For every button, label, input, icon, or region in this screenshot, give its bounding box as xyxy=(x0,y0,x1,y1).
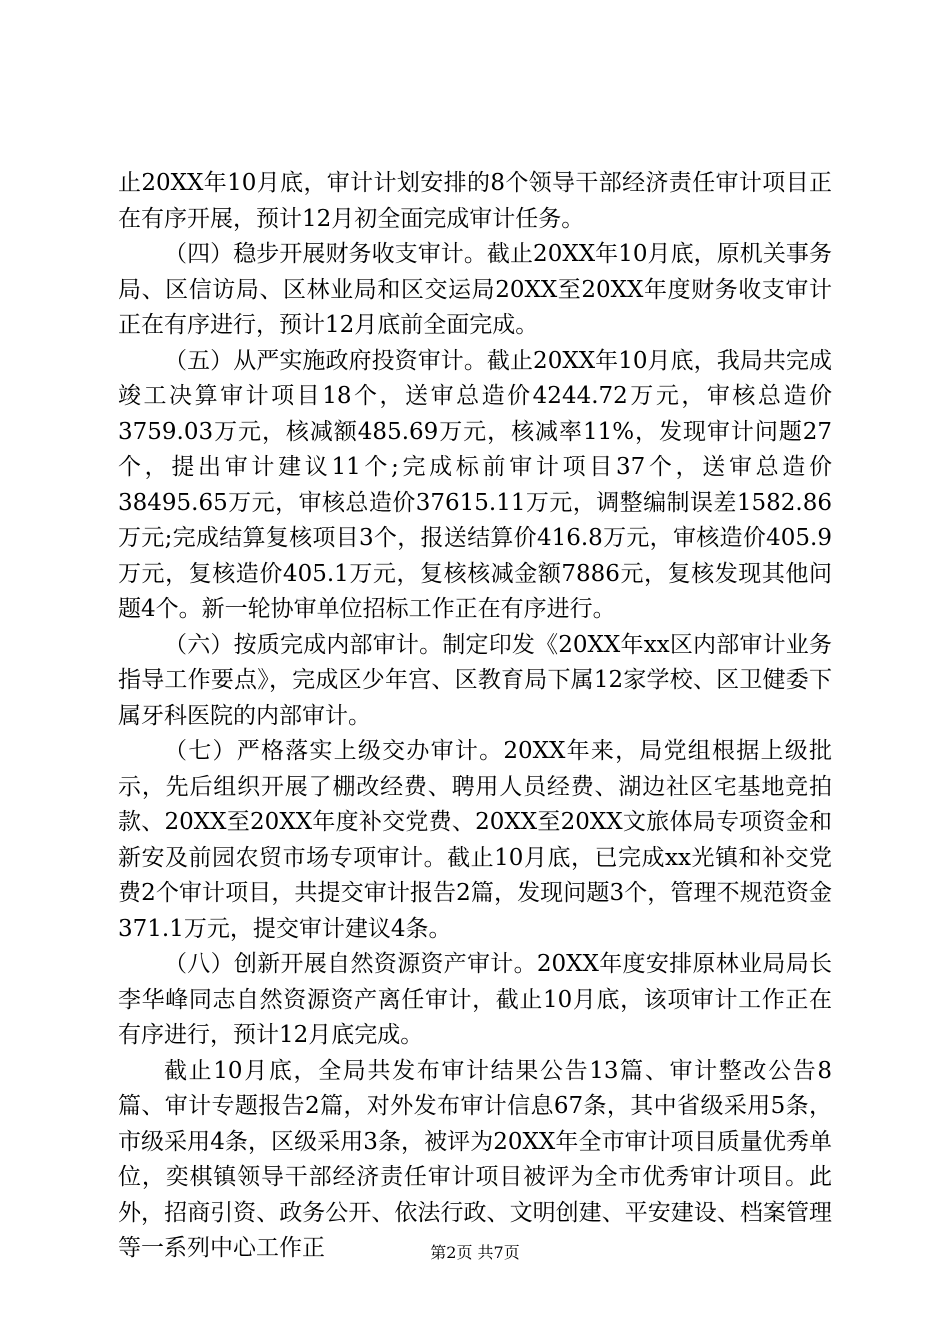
paragraph-continuation: 止20XX年10月底，审计计划安排的8个领导干部经济责任审计项目正在有序开展，预计12月初全面完成审计任务。 xyxy=(118,170,832,232)
paragraph-section-5: （五）从严实施政府投资审计。截止20XX年10月底，我局共完成竣工决算审计项目18个，送审总造价4244.72万元，审核总造价3759.03万元，核减额485.69万元，核减率11%，发现审计问题27个，提出审计建议11个;完成标前审计项目37个，送审总造价38495.65万元，审核总造价37615.11万元，调整编制误差1582.86万元;完成结算复核项目3个，报送结算价416.8万元，审核造价405.9万元，复核造价405.1万元，复核核减金额7886元，复核发现其他问题4个。新一轮协审单位招标工作正在有序进行。 xyxy=(118,347,832,622)
paragraph-section-7: （七）严格落实上级交办审计。20XX年来，局党组根据上级批示，先后组织开展了棚改经费、聘用人员经费、湖边社区宅基地竞拍款、20XX至20XX年度补交党费、20XX至20XX文旅体局专项资金和新安及前园农贸市场专项审计。截止10月底，已完成xx光镇和补交党费2个审计项目，共提交审计报告2篇，发现问题3个，管理不规范资金371.1万元，提交审计建议4条。 xyxy=(118,738,832,942)
paragraph-section-4: （四）稳步开展财务收支审计。截止20XX年10月底，原机关事务局、区信访局、区林业局和区交运局20XX至20XX年度财务收支审计正在有序进行，预计12月底前全面完成。 xyxy=(118,241,832,338)
paragraph-section-8: （八）创新开展自然资源资产审计。20XX年度安排原林业局局长李华峰同志自然资源资产离任审计，截止10月底，该项审计工作正在有序进行，预计12月底完成。 xyxy=(118,951,832,1048)
page-number-footer: 第2页 共7页 xyxy=(430,1243,520,1262)
paragraph-section-6: （六）按质完成内部审计。制定印发《20XX年xx区内部审计业务指导工作要点》，完成区少年宫、区教育局下属12家学校、区卫健委下属牙科医院的内部审计。 xyxy=(118,631,832,729)
paragraph-summary: 截止10月底，全局共发布审计结果公告13篇、审计整改公告8篇、审计专题报告2篇，对外发布审计信息67条，其中省级采用5条，市级采用4条，区级采用3条，被评为20XX年全市审计项目质量优秀单位，奕棋镇领导干部经济责任审计项目被评为全市优秀审计项目。此外，招商引资、政务公开、依法行政、文明创建、平安建设、档案管理等一系列中心工作正 xyxy=(118,1057,832,1261)
document-body xyxy=(118,166,832,1267)
